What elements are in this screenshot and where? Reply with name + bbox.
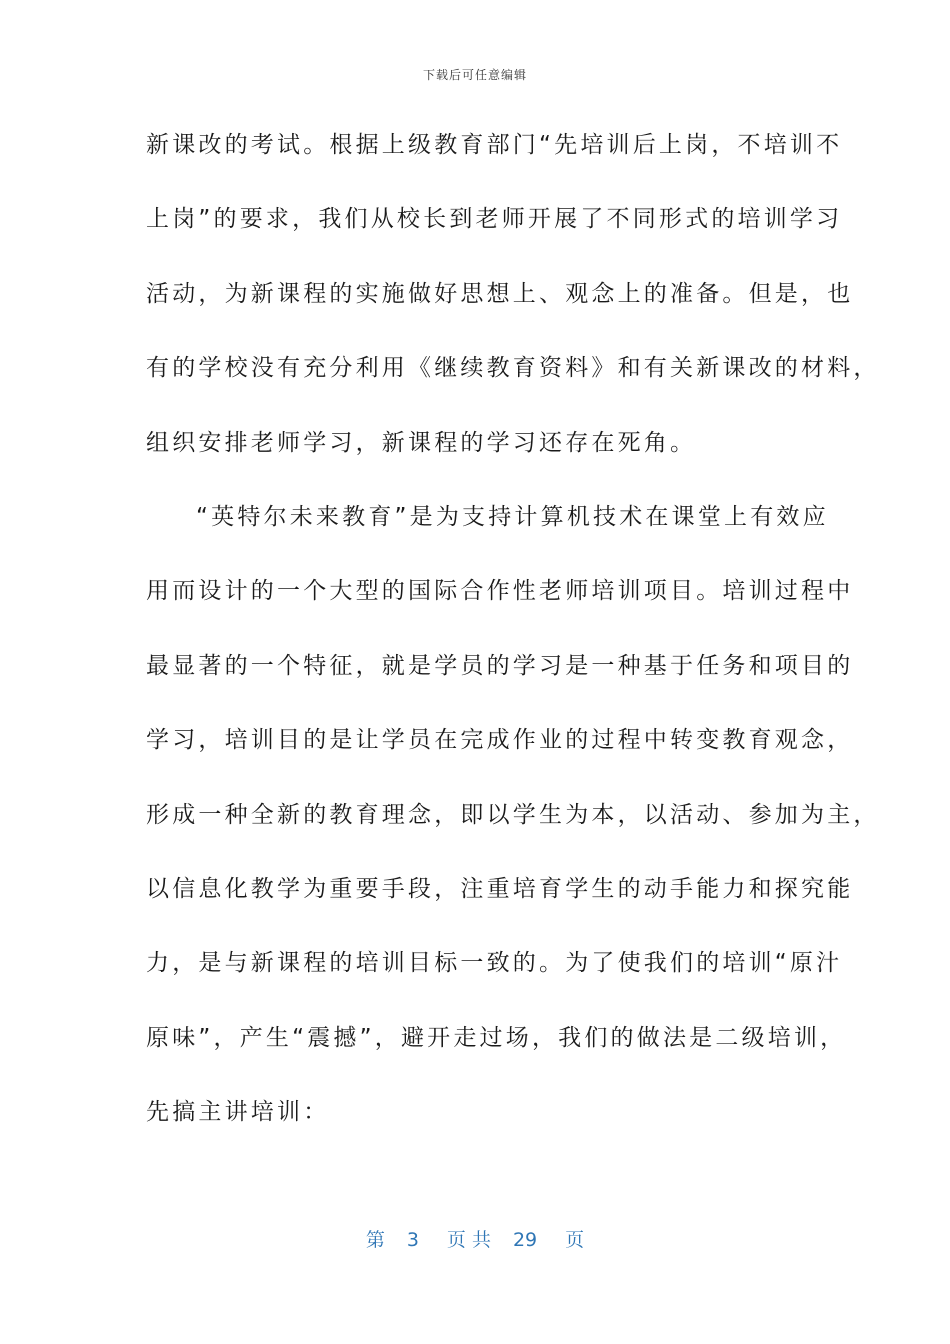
body-line: 活动，为新课程的实施做好思想上、观念上的准备。但是，也 — [146, 280, 854, 307]
document-body — [146, 120, 880, 1161]
footer-prefix: 第 — [365, 1229, 385, 1251]
page-footer — [0, 1225, 950, 1252]
body-line: 新课改的考试。根据上级教育部门“先培训后上岗，不培训不 — [146, 132, 843, 158]
footer-suffix: 页 — [565, 1229, 585, 1251]
total-pages-number: 29 — [512, 1229, 538, 1251]
body-line: 先搞主讲培训： — [146, 1099, 330, 1126]
body-line: 上岗”的要求，我们从校长到老师开展了不同形式的培训学习 — [146, 206, 843, 233]
body-line: 组织安排老师学习，新课程的学习还存在死角。 — [146, 429, 697, 456]
paragraph-start-line: “英特尔未来教育”是为支持计算机技术在课堂上有效应 — [196, 503, 829, 530]
body-line: 有的学校没有充分利用《继续教育资料》和有关新课改的材料， — [146, 355, 880, 382]
body-line: 以信息化教学为重要手段，注重培育学生的动手能力和探究能 — [146, 875, 854, 902]
body-line: 用而设计的一个大型的国际合作性老师培训项目。培训过程中 — [146, 578, 854, 605]
page-header: 下载后可任意编辑 — [422, 68, 527, 82]
footer-middle: 页 共 — [446, 1229, 491, 1251]
current-page-number: 3 — [406, 1229, 419, 1251]
body-line: 最显著的一个特征，就是学员的学习是一种基于任务和项目的 — [146, 652, 854, 679]
body-line: 形成一种全新的教育理念，即以学生为本，以活动、参加为主， — [146, 801, 880, 828]
body-line: 学习，培训目的是让学员在完成作业的过程中转变教育观念， — [146, 727, 854, 754]
body-line: 原味”，产生“震撼”，避开走过场，我们的做法是二级培训， — [146, 1024, 847, 1051]
body-line: 力，是与新课程的培训目标一致的。为了使我们的培训“原汁 — [146, 950, 843, 977]
